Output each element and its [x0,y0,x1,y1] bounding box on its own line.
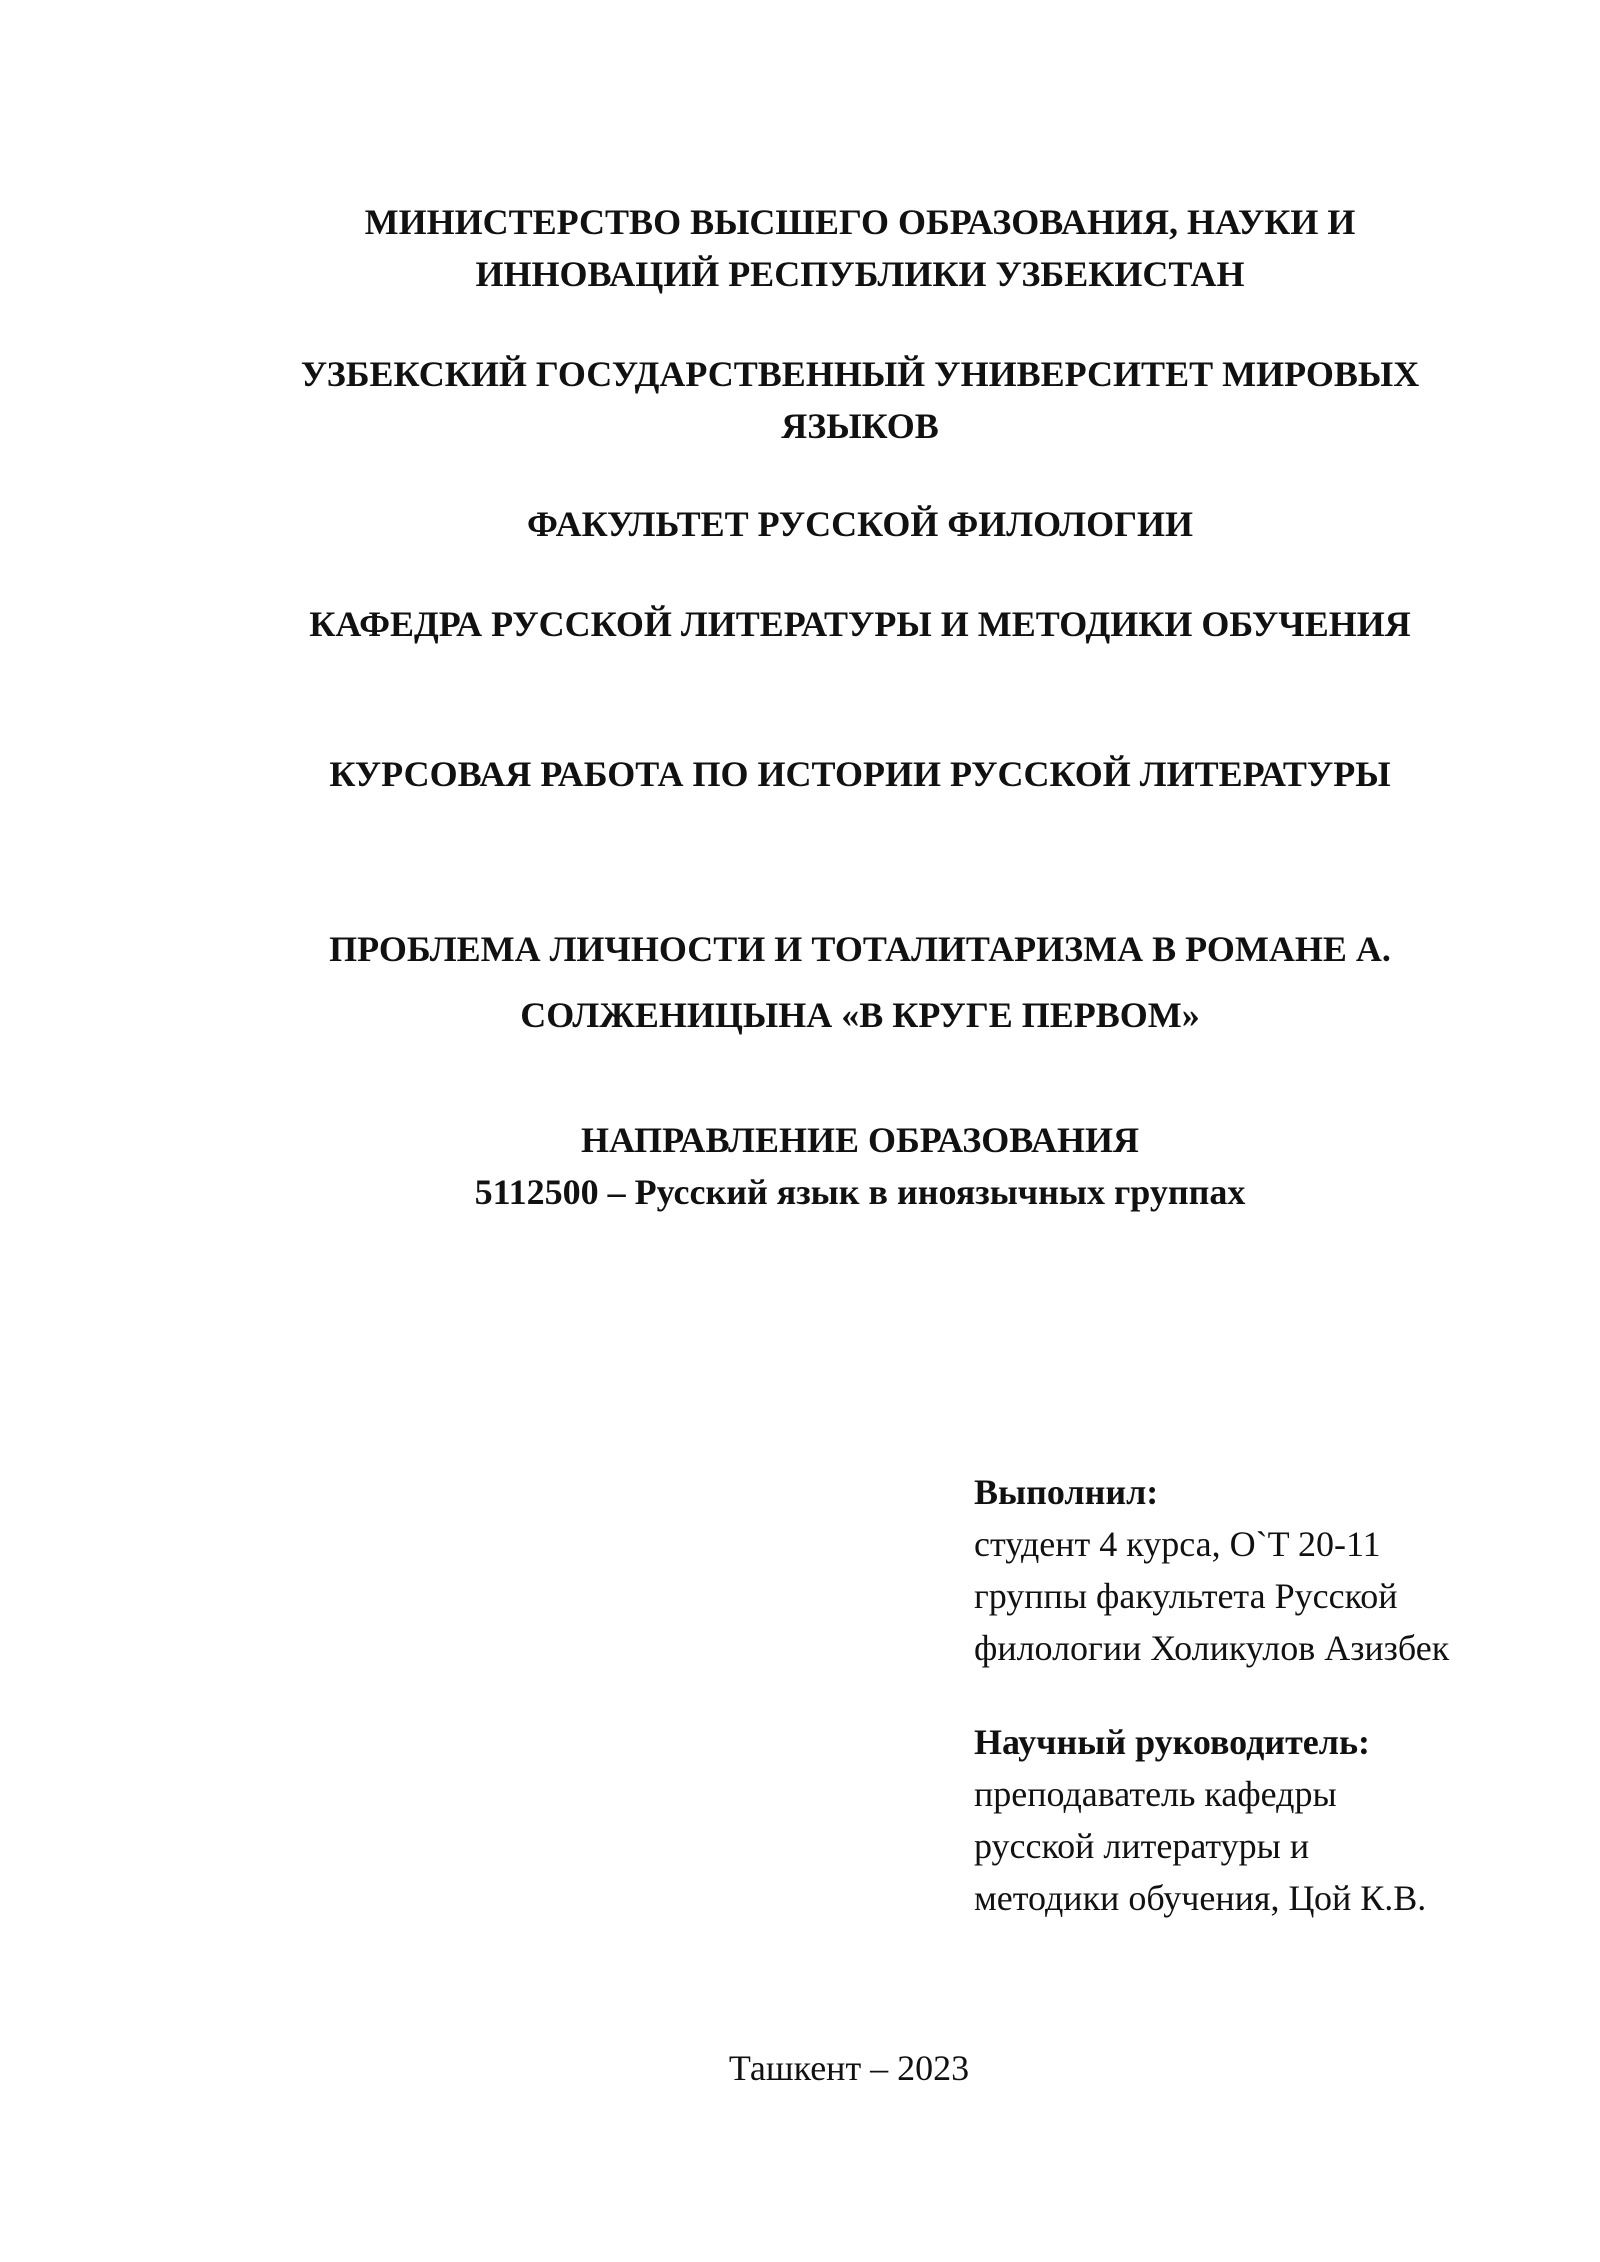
performer-line-3: филологии Холикулов Азизбек [974,1628,1450,1668]
performer-line-1: студент 4 курса, O`T 20-11 [974,1524,1381,1564]
supervisor-line-1: преподаватель кафедры [974,1774,1337,1814]
ministry-line-2: ИННОВАЦИЙ РЕСПУБЛИКИ УЗБЕКИСТАН [475,254,1245,294]
topic-heading [200,916,1520,1048]
department-heading [200,598,1520,650]
performer-line-2: группы факультета Русской [974,1576,1398,1616]
direction-heading [200,1114,1520,1218]
direction-line-2: 5112500 – Русский язык в иноязычных группах [474,1172,1246,1212]
performer-block [974,1466,1534,1674]
coursework-title: КУРСОВАЯ РАБОТА ПО ИСТОРИИ РУССКОЙ ЛИТЕРАТУРЫ [329,754,1391,794]
ministry-line-1: МИНИСТЕРСТВО ВЫСШЕГО ОБРАЗОВАНИЯ, НАУКИ И [364,202,1356,242]
supervisor-block [974,1716,1534,1924]
supervisor-label: Научный руководитель: [974,1722,1370,1762]
coursework-heading [200,748,1520,800]
department-name: КАФЕДРА РУССКОЙ ЛИТЕРАТУРЫ И МЕТОДИКИ ОБУЧЕНИЯ [309,604,1411,644]
performer-label: Выполнил: [974,1472,1159,1512]
university-line-1: УЗБЕКСКИЙ ГОСУДАРСТВЕННЫЙ УНИВЕРСИТЕТ МИРОВЫХ [300,354,1420,394]
university-line-2: ЯЗЫКОВ [781,406,939,446]
topic-line-1: ПРОБЛЕМА ЛИЧНОСТИ И ТОТАЛИТАРИЗМА В РОМАНЕ А. [329,929,1391,969]
supervisor-line-3: методики обучения, Цой К.В. [974,1878,1427,1918]
university-heading [200,348,1520,452]
city-year-footer: Ташкент – 2023 [728,2048,970,2088]
topic-line-2: СОЛЖЕНИЦЫНА «В КРУГЕ ПЕРВОМ» [520,995,1200,1035]
supervisor-line-2: русской литературы и [974,1826,1310,1866]
ministry-heading [240,196,1480,300]
faculty-heading [200,498,1520,550]
direction-line-1: НАПРАВЛЕНИЕ ОБРАЗОВАНИЯ [580,1120,1140,1160]
faculty-name: ФАКУЛЬТЕТ РУССКОЙ ФИЛОЛОГИИ [526,504,1194,544]
